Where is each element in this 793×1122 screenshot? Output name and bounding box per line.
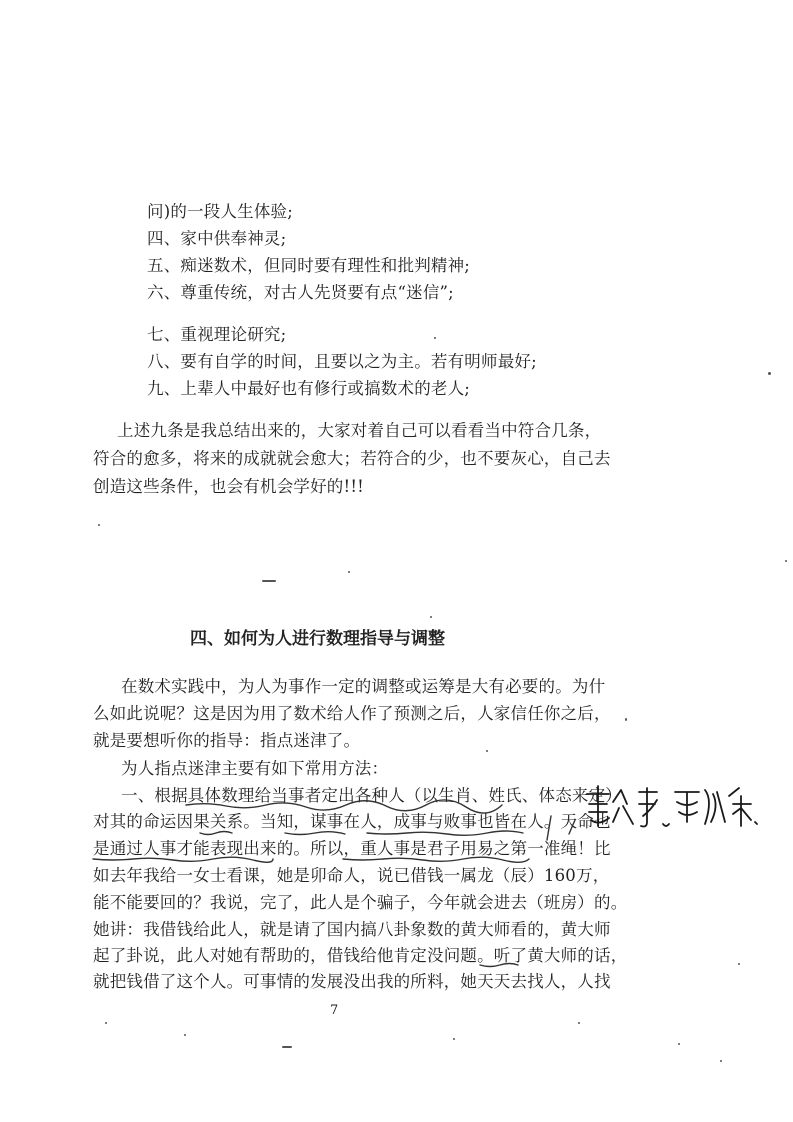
list-item: 问)的一段人生体验; — [147, 202, 293, 221]
body-line: 在数术实践中，为人为事作一定的调整或运筹是大有必要的。为什 — [121, 677, 606, 696]
body-line: 她讲：我借钱给此人，就是请了国内搞八卦象数的黄大师看的，黄大师 — [93, 920, 611, 939]
scan-speck — [453, 1038, 455, 1040]
margin-handwriting — [583, 782, 761, 834]
body-line: 么如此说呢？这是因为用了数术给人作了预测之后，人家信任你之后， — [93, 704, 611, 723]
list-item: 七、重视理论研究; — [147, 325, 287, 344]
body-line: 就把钱借了这个人。可事情的发展没出我的所料，她天天去找人，人找 — [93, 972, 611, 991]
body-line: 是通过人事才能表现出来的。所以，重人事是君子用易之第一准绳！比 — [93, 839, 611, 858]
section-heading: 四、如何为人进行数理指导与调整 — [190, 629, 445, 649]
scan-speck — [785, 560, 787, 562]
scan-speck — [282, 1046, 292, 1048]
scan-speck — [486, 750, 488, 752]
summary-line: 上述九条是我总结出来的，大家对着自己可以看看当中符合几条， — [117, 421, 602, 440]
scan-speck — [348, 571, 350, 573]
body-line: 如去年我给一女士看课，她是卯命人，说已借钱一属龙（辰）160万， — [93, 866, 610, 885]
scan-speck — [720, 1060, 722, 1062]
scan-speck — [262, 580, 276, 582]
scan-speck — [434, 337, 436, 339]
summary-line: 符合的愈多，将来的成就就会愈大；若符合的少，也不要灰心，自己去 — [93, 449, 611, 468]
scan-speck — [184, 1034, 186, 1036]
scan-speck — [768, 372, 771, 375]
body-line: 一、根据具体数理给当事者定出各种人（以生肖、姓氏、体态来定） — [121, 786, 622, 805]
scan-speck — [578, 1022, 580, 1024]
scan-speck — [678, 1043, 680, 1045]
body-line: 起了卦说，此人对她有帮助的，借钱给他肯定没问题。听了黄大师的话， — [93, 946, 628, 965]
list-item: 四、家中供奉神灵; — [147, 229, 287, 248]
body-line: 就是要想听你的指导：指点迷津了。 — [93, 731, 361, 750]
scan-speck — [98, 524, 100, 526]
scan-speck — [430, 616, 432, 618]
page-number: 7 — [330, 1003, 339, 1018]
list-item: 六、尊重传统，对古人先贤要有点“迷信”; — [147, 283, 454, 302]
scan-speck — [105, 1022, 107, 1024]
body-line: 对其的命运因果关系。当知，谋事在人，成事与败事也皆在人。天命也 — [93, 812, 611, 831]
list-item: 八、要有自学的时间，且要以之为主。若有明师最好; — [147, 352, 537, 371]
body-line: 为人指点迷津主要有如下常用方法： — [121, 759, 389, 778]
list-item: 五、痴迷数术，但同时要有理性和批判精神; — [147, 256, 471, 275]
summary-line: 创造这些条件，也会有机会学好的!!! — [93, 477, 364, 496]
body-line: 能不能要回的？我说，完了，此人是个骗子，今年就会进去（班房）的。 — [93, 893, 628, 912]
list-item: 九、上辈人中最好也有修行或搞数术的老人; — [147, 379, 471, 398]
scan-speck — [625, 718, 627, 721]
scan-speck — [738, 963, 740, 965]
